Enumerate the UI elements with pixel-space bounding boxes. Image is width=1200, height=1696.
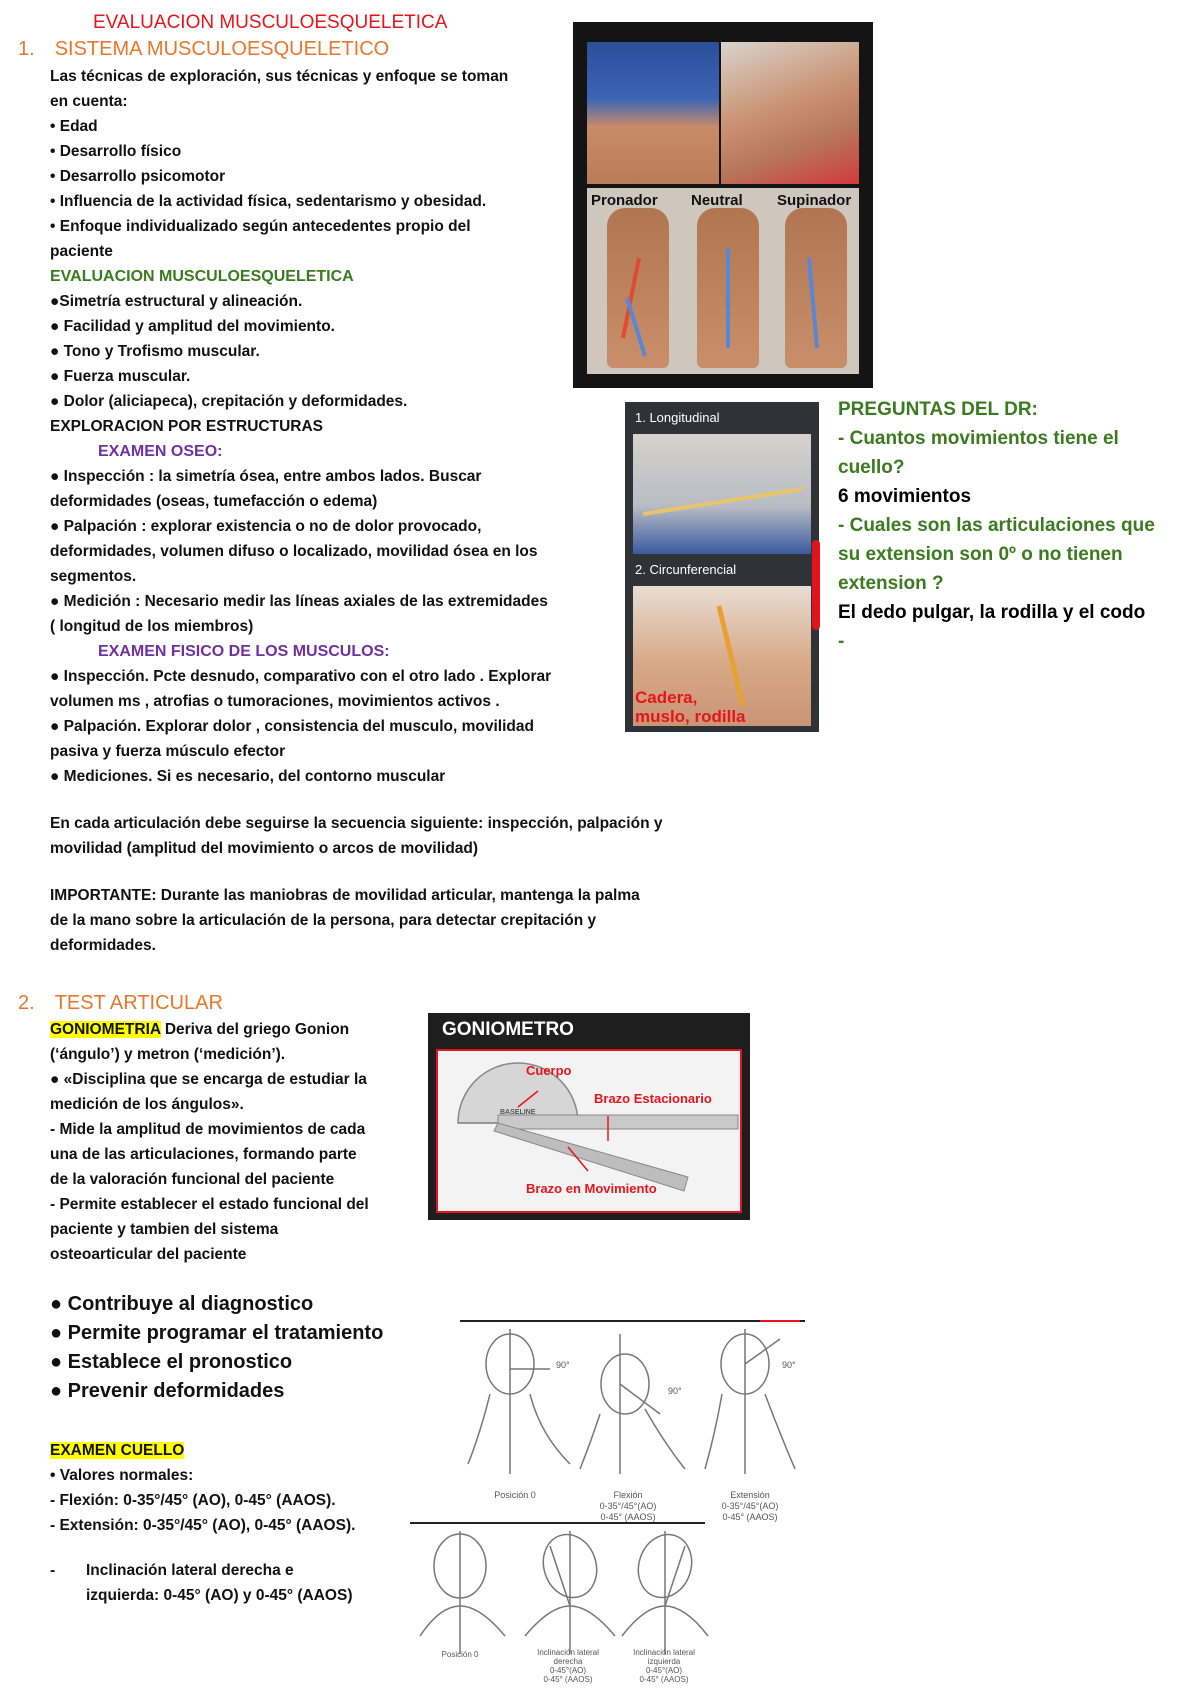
neck-flexion-figure xyxy=(460,1320,805,1520)
measure-red-label xyxy=(635,688,746,726)
question-line: - Cuantos movimientos tiene el xyxy=(838,428,1119,449)
measure-photo-top xyxy=(633,434,811,554)
eval-item: ●Simetría estructural y alineación. xyxy=(50,293,303,310)
legs-photo xyxy=(573,22,873,388)
bullet-item: paciente xyxy=(50,243,113,260)
goniometria-line: osteoarticular del paciente xyxy=(50,1246,247,1263)
cuello-line: - Extensión: 0-35°/45° (AO), 0-45° (AAOS). xyxy=(50,1517,356,1534)
intro-line: Las técnicas de exploración, sus técnicas y enfoque se toman xyxy=(50,68,509,85)
goniometria-line: ● «Disciplina que se encarga de estudiar la xyxy=(50,1071,367,1088)
neck-flexion-drawings xyxy=(460,1324,805,1494)
leg-label-supinador: Supinador xyxy=(777,192,852,209)
secuencia-line: movilidad (amplitud del movimiento o arcos de movilidad) xyxy=(50,840,479,857)
importante-line: deformidades. xyxy=(50,937,156,954)
section1-number: 1. xyxy=(18,38,35,60)
red-edge-mark xyxy=(812,540,820,630)
use-item: ● Prevenir deformidades xyxy=(50,1380,285,1402)
bullet-item: • Edad xyxy=(50,118,98,135)
label-brazo-estacionario: Brazo Estacionario xyxy=(594,1091,712,1106)
eval-item: ● Tono y Trofismo muscular. xyxy=(50,343,260,360)
oseo-item: ● Medición : Necesario medir las líneas axiales de las extremidades xyxy=(50,593,548,610)
section2-heading-text: TEST ARTICULAR xyxy=(54,992,223,1014)
measure-red-label-line: Cadera, xyxy=(635,688,698,707)
legs-photo-top-left xyxy=(587,42,719,184)
goniometria-line: Deriva del griego Gonion xyxy=(160,1021,350,1038)
caption-line: 0-35°/45°(AO) xyxy=(599,1501,657,1511)
section2-heading xyxy=(18,992,223,1015)
caption-line: 0-35°/45°(AO) xyxy=(721,1501,779,1511)
caption-line: Inclinación lateral xyxy=(633,1648,695,1657)
question-line: su extension son 0º o no tienen xyxy=(838,544,1123,565)
bullet-item: • Influencia de la actividad física, sedentarismo y obesidad. xyxy=(50,193,487,210)
section2-number: 2. xyxy=(18,992,35,1014)
section1-heading-text: SISTEMA MUSCULOESQUELETICO xyxy=(54,38,390,60)
question-line: extension ? xyxy=(838,573,944,594)
cuello-heading: EXAMEN CUELLO xyxy=(50,1442,185,1459)
oseo-item: ● Palpación : explorar existencia o no de dolor provocado, xyxy=(50,518,482,535)
bullet-item: • Desarrollo físico xyxy=(50,143,182,160)
measure-label-circunferencial: 2. Circunferencial xyxy=(635,562,737,577)
goniometria-block xyxy=(50,1017,369,1267)
caption-line: 0-45° (AAOS) xyxy=(600,1512,656,1522)
caption-line: Flexión xyxy=(613,1490,643,1500)
importante-line: de la mano sobre la articulación de la persona, para detectar crepitación y xyxy=(50,912,597,929)
inclinacion-dash: - xyxy=(50,1562,56,1579)
caption-extension xyxy=(710,1490,790,1523)
caption-line: Posición 0 xyxy=(441,1650,479,1659)
neck-inclination-figure xyxy=(410,1522,710,1692)
leg-label-neutral: Neutral xyxy=(691,192,743,209)
goniometria-line: paciente y tambien del sistema xyxy=(50,1221,279,1238)
caption-line: 0-45°(AO) xyxy=(645,1666,683,1675)
goniometria-line: - Permite establecer el estado funcional del xyxy=(50,1196,369,1213)
angle-label: 90° xyxy=(782,1360,796,1370)
oseo-item: deformidades, volumen difuso o localizado, movilidad ósea en los xyxy=(50,543,538,560)
caption-line: 0-45° (AAOS) xyxy=(722,1512,778,1522)
angle-label: 90° xyxy=(668,1386,682,1396)
use-item: ● Permite programar el tratamiento xyxy=(50,1322,384,1344)
measure-label-longitudinal: 1. Longitudinal xyxy=(635,410,720,425)
goniometria-line: medición de los ángulos». xyxy=(50,1096,244,1113)
goniometro-brand: BASELINE xyxy=(500,1109,536,1116)
eval-item: ● Fuerza muscular. xyxy=(50,368,191,385)
bullet-item: • Enfoque individualizado según antecedentes propio del xyxy=(50,218,471,235)
musculos-item: ● Inspección. Pcte desnudo, comparativo con el otro lado . Explorar xyxy=(50,668,552,685)
use-item: ● Contribuye al diagnostico xyxy=(50,1293,314,1315)
goniometro-figure xyxy=(436,1049,742,1213)
goniometria-line: (‘ángulo’) y metron (‘medición’). xyxy=(50,1046,286,1063)
eval-heading: EVALUACION MUSCULOESQUELETICA xyxy=(50,268,354,285)
oseo-item: segmentos. xyxy=(50,568,137,585)
goniometria-uses xyxy=(50,1290,383,1406)
musculos-item: ● Palpación. Explorar dolor , consistencia del musculo, movilidad xyxy=(50,718,534,735)
answer-line: 6 movimientos xyxy=(838,486,972,507)
goniometria-line: de la valoración funcional del paciente xyxy=(50,1171,335,1188)
caption-posicion-0 xyxy=(480,1490,550,1500)
caption-line: 0-45° (AAOS) xyxy=(639,1675,689,1684)
goniometria-line: una de las articulaciones, formando parte xyxy=(50,1146,357,1163)
goniometria-line: - Mide la amplitud de movimientos de cada xyxy=(50,1121,366,1138)
eval-item: EXPLORACION POR ESTRUCTURAS xyxy=(50,418,323,435)
oseo-item: ● Inspección : la simetría ósea, entre ambos lados. Buscar xyxy=(50,468,482,485)
caption-line: izquierda xyxy=(647,1657,681,1666)
caption-line: Inclinación lateral xyxy=(537,1648,599,1657)
musculos-item: volumen ms , atrofias o tumoraciones, movimientos activos . xyxy=(50,693,500,710)
label-cuerpo: Cuerpo xyxy=(526,1063,572,1078)
cuello-block xyxy=(50,1438,355,1608)
eval-item: ● Dolor (aliciapeca), crepitación y deformidades. xyxy=(50,393,408,410)
musculos-item: ● Mediciones. Si es necesario, del contorno muscular xyxy=(50,768,446,785)
bullet-item: • Desarrollo psicomotor xyxy=(50,168,226,185)
trailing-dash: - xyxy=(838,631,845,652)
musculos-heading: EXAMEN FISICO DE LOS MUSCULOS: xyxy=(98,643,390,660)
caption-line: Posición 0 xyxy=(494,1490,536,1500)
caption-posicion-0 xyxy=(430,1650,490,1659)
inclinacion-line: izquierda: 0-45° (AO) y 0-45° (AAOS) xyxy=(86,1587,353,1604)
question-line: - Cuales son las articulaciones que xyxy=(838,515,1155,536)
caption-line: 0-45°(AO) xyxy=(549,1666,587,1675)
neck-inclination-drawings xyxy=(410,1526,710,1656)
section1-heading xyxy=(18,38,389,61)
goniometro-title: GONIOMETRO xyxy=(442,1019,574,1040)
section1-body xyxy=(50,64,662,958)
intro-line: en cuenta: xyxy=(50,93,128,110)
legs-photo-top-right xyxy=(721,42,859,184)
caption-line: 0-45° (AAOS) xyxy=(543,1675,593,1684)
cuello-line: • Valores normales: xyxy=(50,1467,194,1484)
angle-label: 90° xyxy=(556,1360,570,1370)
eval-item: ● Facilidad y amplitud del movimiento. xyxy=(50,318,335,335)
answer-line: El dedo pulgar, la rodilla y el codo xyxy=(838,602,1146,623)
measure-red-label-line: muslo, rodilla xyxy=(635,707,746,726)
goniometria-term: GONIOMETRIA xyxy=(50,1021,161,1038)
question-line: cuello? xyxy=(838,457,905,478)
legs-photo-bottom xyxy=(587,188,859,374)
inclinacion-line: Inclinación lateral derecha e xyxy=(86,1562,294,1579)
oseo-item: deformidades (oseas, tumefacción o edema) xyxy=(50,493,378,510)
preguntas-heading: PREGUNTAS DEL DR: xyxy=(838,399,1038,420)
musculos-item: pasiva y fuerza músculo efector xyxy=(50,743,286,760)
caption-line: derecha xyxy=(553,1657,583,1666)
leg-label-pronador: Pronador xyxy=(591,192,658,209)
oseo-heading: EXAMEN OSEO: xyxy=(98,443,223,460)
cuello-line: - Flexión: 0-35°/45° (AO), 0-45° (AAOS). xyxy=(50,1492,336,1509)
preguntas-block xyxy=(838,395,1155,656)
importante-line: IMPORTANTE: Durante las maniobras de movilidad articular, mantenga la palma xyxy=(50,887,640,904)
caption-line: Extensión xyxy=(730,1490,770,1500)
oseo-item: ( longitud de los miembros) xyxy=(50,618,254,635)
caption-inclinacion-derecha xyxy=(528,1648,608,1684)
document-title: EVALUACION MUSCULOESQUELETICA xyxy=(93,12,448,33)
secuencia-line: En cada articulación debe seguirse la secuencia siguiente: inspección, palpación y xyxy=(50,815,663,832)
measurement-photo xyxy=(625,402,819,732)
goniometro-card xyxy=(428,1013,750,1220)
label-brazo-movimiento: Brazo en Movimiento xyxy=(526,1181,657,1196)
caption-flexion xyxy=(588,1490,668,1523)
caption-inclinacion-izquierda xyxy=(624,1648,704,1684)
use-item: ● Establece el pronostico xyxy=(50,1351,293,1373)
